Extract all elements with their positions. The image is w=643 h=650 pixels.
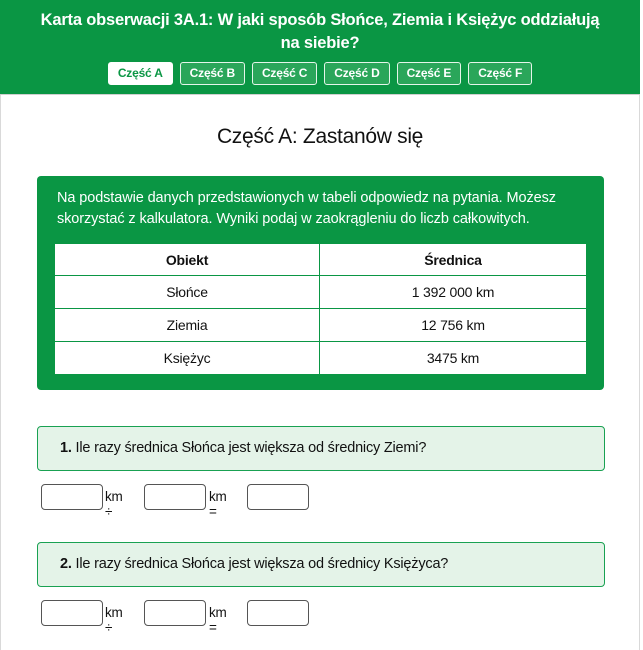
unit-equals-label: km = <box>209 489 227 519</box>
unit-divide-label: km ÷ <box>105 489 123 519</box>
tab-czesc-e[interactable]: Część E <box>397 62 462 85</box>
tab-czesc-d[interactable]: Część D <box>324 62 389 85</box>
table-row <box>55 276 587 309</box>
tab-czesc-c[interactable]: Część C <box>252 62 317 85</box>
instructions-panel <box>37 176 604 390</box>
divisor-input[interactable] <box>144 600 206 626</box>
question-1 <box>37 426 605 471</box>
table-cell-object: Słońce <box>55 276 320 309</box>
header-divider <box>0 94 640 95</box>
table-cell-object: Ziemia <box>55 309 320 342</box>
question-text: Ile razy średnica Słońca jest większa od średnicy Księżyca? <box>75 556 449 572</box>
column-header-diameter: Średnica <box>320 244 587 276</box>
tab-czesc-b[interactable]: Część B <box>180 62 245 85</box>
instructions-text: Na podstawie danych przedstawionych w tabeli odpowiedz na pytania. Możesz skorzystać z kalkulatora. Wyniki podaj w zaokrągleniu do liczb całkowitych. <box>57 190 556 227</box>
table-cell-diameter: 1 392 000 km <box>320 276 587 309</box>
unit-equals-label: km = <box>209 605 227 635</box>
table-cell-diameter: 12 756 km <box>320 309 587 342</box>
tab-czesc-a[interactable]: Część A <box>108 62 173 85</box>
question-number: 1. <box>60 440 72 456</box>
result-input[interactable] <box>247 600 309 626</box>
header-banner <box>0 0 640 94</box>
table-cell-object: Księżyc <box>55 342 320 375</box>
table-header-row <box>55 244 587 276</box>
dividend-input[interactable] <box>41 484 103 510</box>
dividend-input[interactable] <box>41 600 103 626</box>
table-cell-diameter: 3475 km <box>320 342 587 375</box>
part-tabs <box>0 62 640 85</box>
divisor-input[interactable] <box>144 484 206 510</box>
page-title: Karta obserwacji 3A.1: W jaki sposób Słońce, Ziemia i Księżyc oddziałują na siebie? <box>40 11 600 52</box>
unit-divide-label: km ÷ <box>105 605 123 635</box>
tab-czesc-f[interactable]: Część F <box>468 62 532 85</box>
question-2 <box>37 542 605 587</box>
question-text: Ile razy średnica Słońca jest większa od średnicy Ziemi? <box>75 440 427 456</box>
table-row <box>55 342 587 375</box>
column-header-object: Obiekt <box>55 244 320 276</box>
table-row <box>55 309 587 342</box>
diameter-table <box>54 243 587 375</box>
result-input[interactable] <box>247 484 309 510</box>
section-heading: Część A: Zastanów się <box>216 125 424 148</box>
question-number: 2. <box>60 556 72 572</box>
